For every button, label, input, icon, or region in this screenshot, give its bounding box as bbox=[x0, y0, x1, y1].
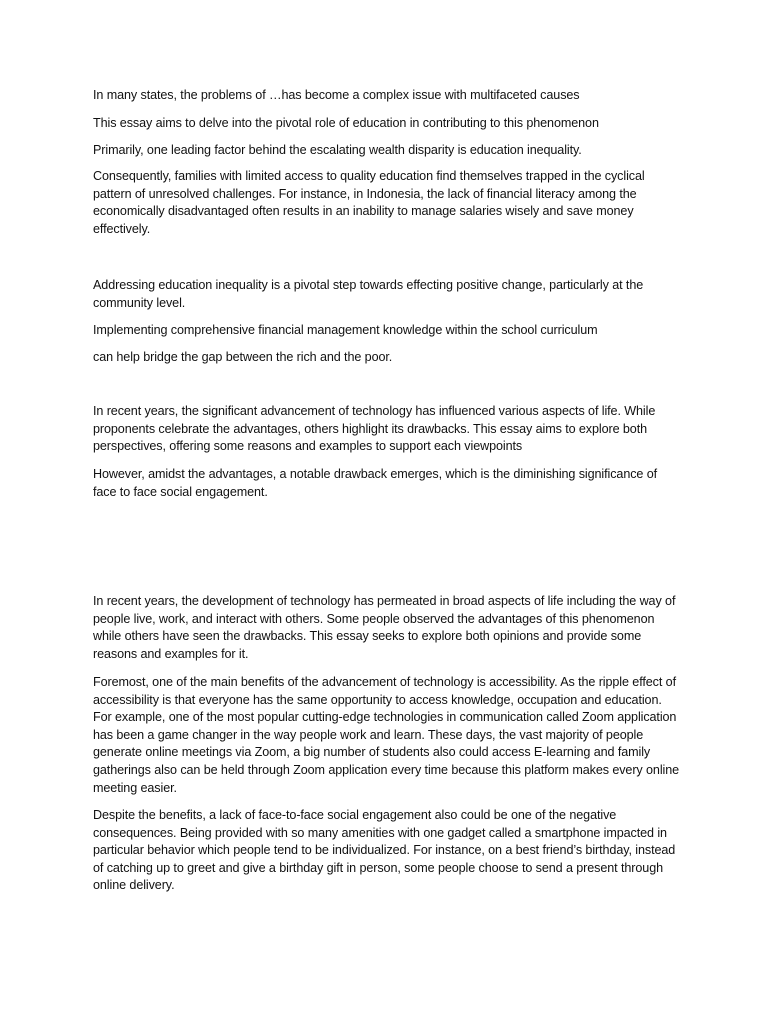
paragraph-addressing-inequality: Addressing education inequality is a pivotal step towards effecting positive change, particularly at the community level. bbox=[93, 278, 644, 310]
paragraph-essay-intro: In recent years, the development of technology has permeated in broad aspects of life including the way of people live, work, and interact with others. Some people observed the advantages of this phenomenon while others have seen the drawbacks. This essay seeks to explore both opinions and provide some reasons and examples for it. bbox=[93, 594, 676, 661]
paragraph-curriculum: Implementing comprehensive financial management knowledge within the school curriculum bbox=[93, 323, 598, 337]
paragraph-primary-factor: Primarily, one leading factor behind the escalating wealth disparity is education inequality. bbox=[93, 143, 582, 157]
paragraph-drawback: However, amidst the advantages, a notable drawback emerges, which is the diminishing significance of face to face social engagement. bbox=[93, 467, 658, 499]
paragraph-technology-intro: In recent years, the significant advancement of technology has influenced various aspects of life. While proponents celebrate the advantages, others highlight its drawbacks. This essay aims to explore both perspectives, offering some reasons and examples to support each viewpoints bbox=[93, 404, 656, 454]
paragraph-bridge-gap: can help bridge the gap between the rich and the poor. bbox=[93, 350, 393, 364]
paragraph-essay-aim: This essay aims to delve into the pivotal role of education in contributing to this phenomenon bbox=[93, 116, 599, 130]
paragraph-social-engagement: Despite the benefits, a lack of face-to-face social engagement also could be one of the negative consequences. Being provided with so many amenities with one gadget called a smartphone impacted in particular behavior which people tend to be individualized. For instance, on a best friend’s birthday, instead of catching up to greet and give a birthday gift in person, some people choose to send a present through online delivery. bbox=[93, 808, 676, 893]
paragraph-intro-problem: In many states, the problems of …has become a complex issue with multifaceted causes bbox=[93, 88, 580, 102]
paragraph-consequence-example: Consequently, families with limited access to quality education find themselves trapped in the cyclical pattern of unresolved challenges. For instance, in Indonesia, the lack of financial literacy among the economically disadvantaged often results in an inability to manage salaries wisely and save money effectively. bbox=[93, 169, 645, 236]
paragraph-accessibility: Foremost, one of the main benefits of the advancement of technology is accessibility. As the ripple effect of accessibility is that everyone has the same opportunity to access knowledge, occupation and education. For example, one of the most popular cutting-edge technologies in communication called Zoom application has been a game changer in the way people work and learn. These days, the vast majority of people generate online meetings via Zoom, a big number of students also could access E-learning and family gatherings also can be held through Zoom application every time because this platform makes every online meeting easier. bbox=[93, 675, 680, 795]
